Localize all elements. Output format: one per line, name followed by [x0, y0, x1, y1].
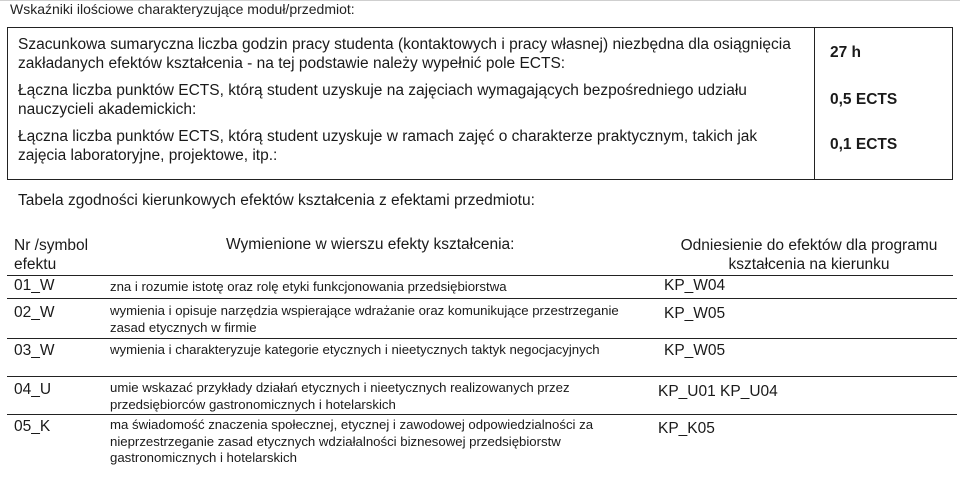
- effects-row-symbol: 04_U: [14, 381, 52, 398]
- effects-row-reference: KP_W04: [664, 277, 726, 294]
- ects-row-hours-value: 27 h: [830, 44, 862, 61]
- ects-row-contact-value: 0,5 ECTS: [830, 91, 898, 108]
- effects-row-description: ma świadomość znaczenia społecznej, etycznej i zawodowej odpowiedzialności za nieprzestrzeganie zasad etycznych wdziałalności biznesowej przedsiębiorstw gastronomicznych i hotelarskich: [110, 417, 594, 465]
- effects-row-reference: KP_W05: [664, 305, 726, 322]
- ects-row-contact-label: Łączna liczba punktów ECTS, którą student uzyskuje na zajęciach wymagających bezpośredniego udziału nauczycieli akademickich:: [18, 82, 747, 118]
- effects-row-rule: [7, 298, 957, 299]
- effects-row-description: zna i rozumie istotę oraz rolę etyki funkcjonowania przedsiębiorstwa: [110, 279, 507, 294]
- page-header-title: Wskaźniki ilościowe charakteryzujące moduł/przedmiot:: [10, 1, 355, 17]
- effects-header-description: Wymienione w wierszu efekty kształcenia:: [226, 236, 515, 253]
- effects-header-reference: Odniesienie do efektów dla programu kształcenia na kierunku: [680, 237, 938, 273]
- effects-header-rule: [7, 275, 953, 276]
- effects-row-symbol: 01_W: [14, 277, 55, 294]
- ects-table-divider: [814, 27, 815, 180]
- ects-row-practical-value: 0,1 ECTS: [830, 136, 898, 153]
- effects-row-description: wymienia i opisuje narzędzia wspierające wdrażanie oraz komunikujące przestrzeganie zasad etycznych w firmie: [110, 303, 619, 335]
- effects-row-rule: [7, 376, 957, 377]
- ects-row-hours-label: Szacunkowa sumaryczna liczba godzin pracy studenta (kontaktowych i pracy własnej) niezbędna dla osiągnięcia zakładanych efektów kształcenia - na tej podstawie należy wypełnić pole ECTS:: [18, 36, 791, 72]
- effects-row-symbol: 03_W: [14, 342, 55, 359]
- effects-section-title: Tabela zgodności kierunkowych efektów kształcenia z efektami przedmiotu:: [18, 192, 535, 209]
- effects-row-reference: KP_K05: [658, 420, 715, 437]
- effects-header-symbol: Nr /symbol efektu: [14, 237, 89, 273]
- effects-row-reference: KP_W05: [664, 342, 726, 359]
- effects-row-symbol: 02_W: [14, 304, 55, 321]
- effects-row-description: wymienia i charakteryzuje kategorie etycznych i nieetycznych taktyk negocjacyjnych: [110, 342, 600, 357]
- ects-row-practical-label: Łączna liczba punktów ECTS, którą student uzyskuje w ramach zajęć o charakterze praktycznym, takich jak zajęcia laboratoryjne, projektowe, itp.:: [18, 128, 758, 164]
- effects-row-reference: KP_U01 KP_U04: [658, 383, 778, 400]
- effects-row-symbol: 05_K: [14, 418, 51, 435]
- effects-row-rule: [7, 338, 957, 339]
- effects-row-description: umie wskazać przykłady działań etycznych i nieetycznych realizowanych przez przedsiębiorców gastronomicznych i hotelarskich: [110, 380, 570, 412]
- effects-row-rule: [7, 414, 957, 415]
